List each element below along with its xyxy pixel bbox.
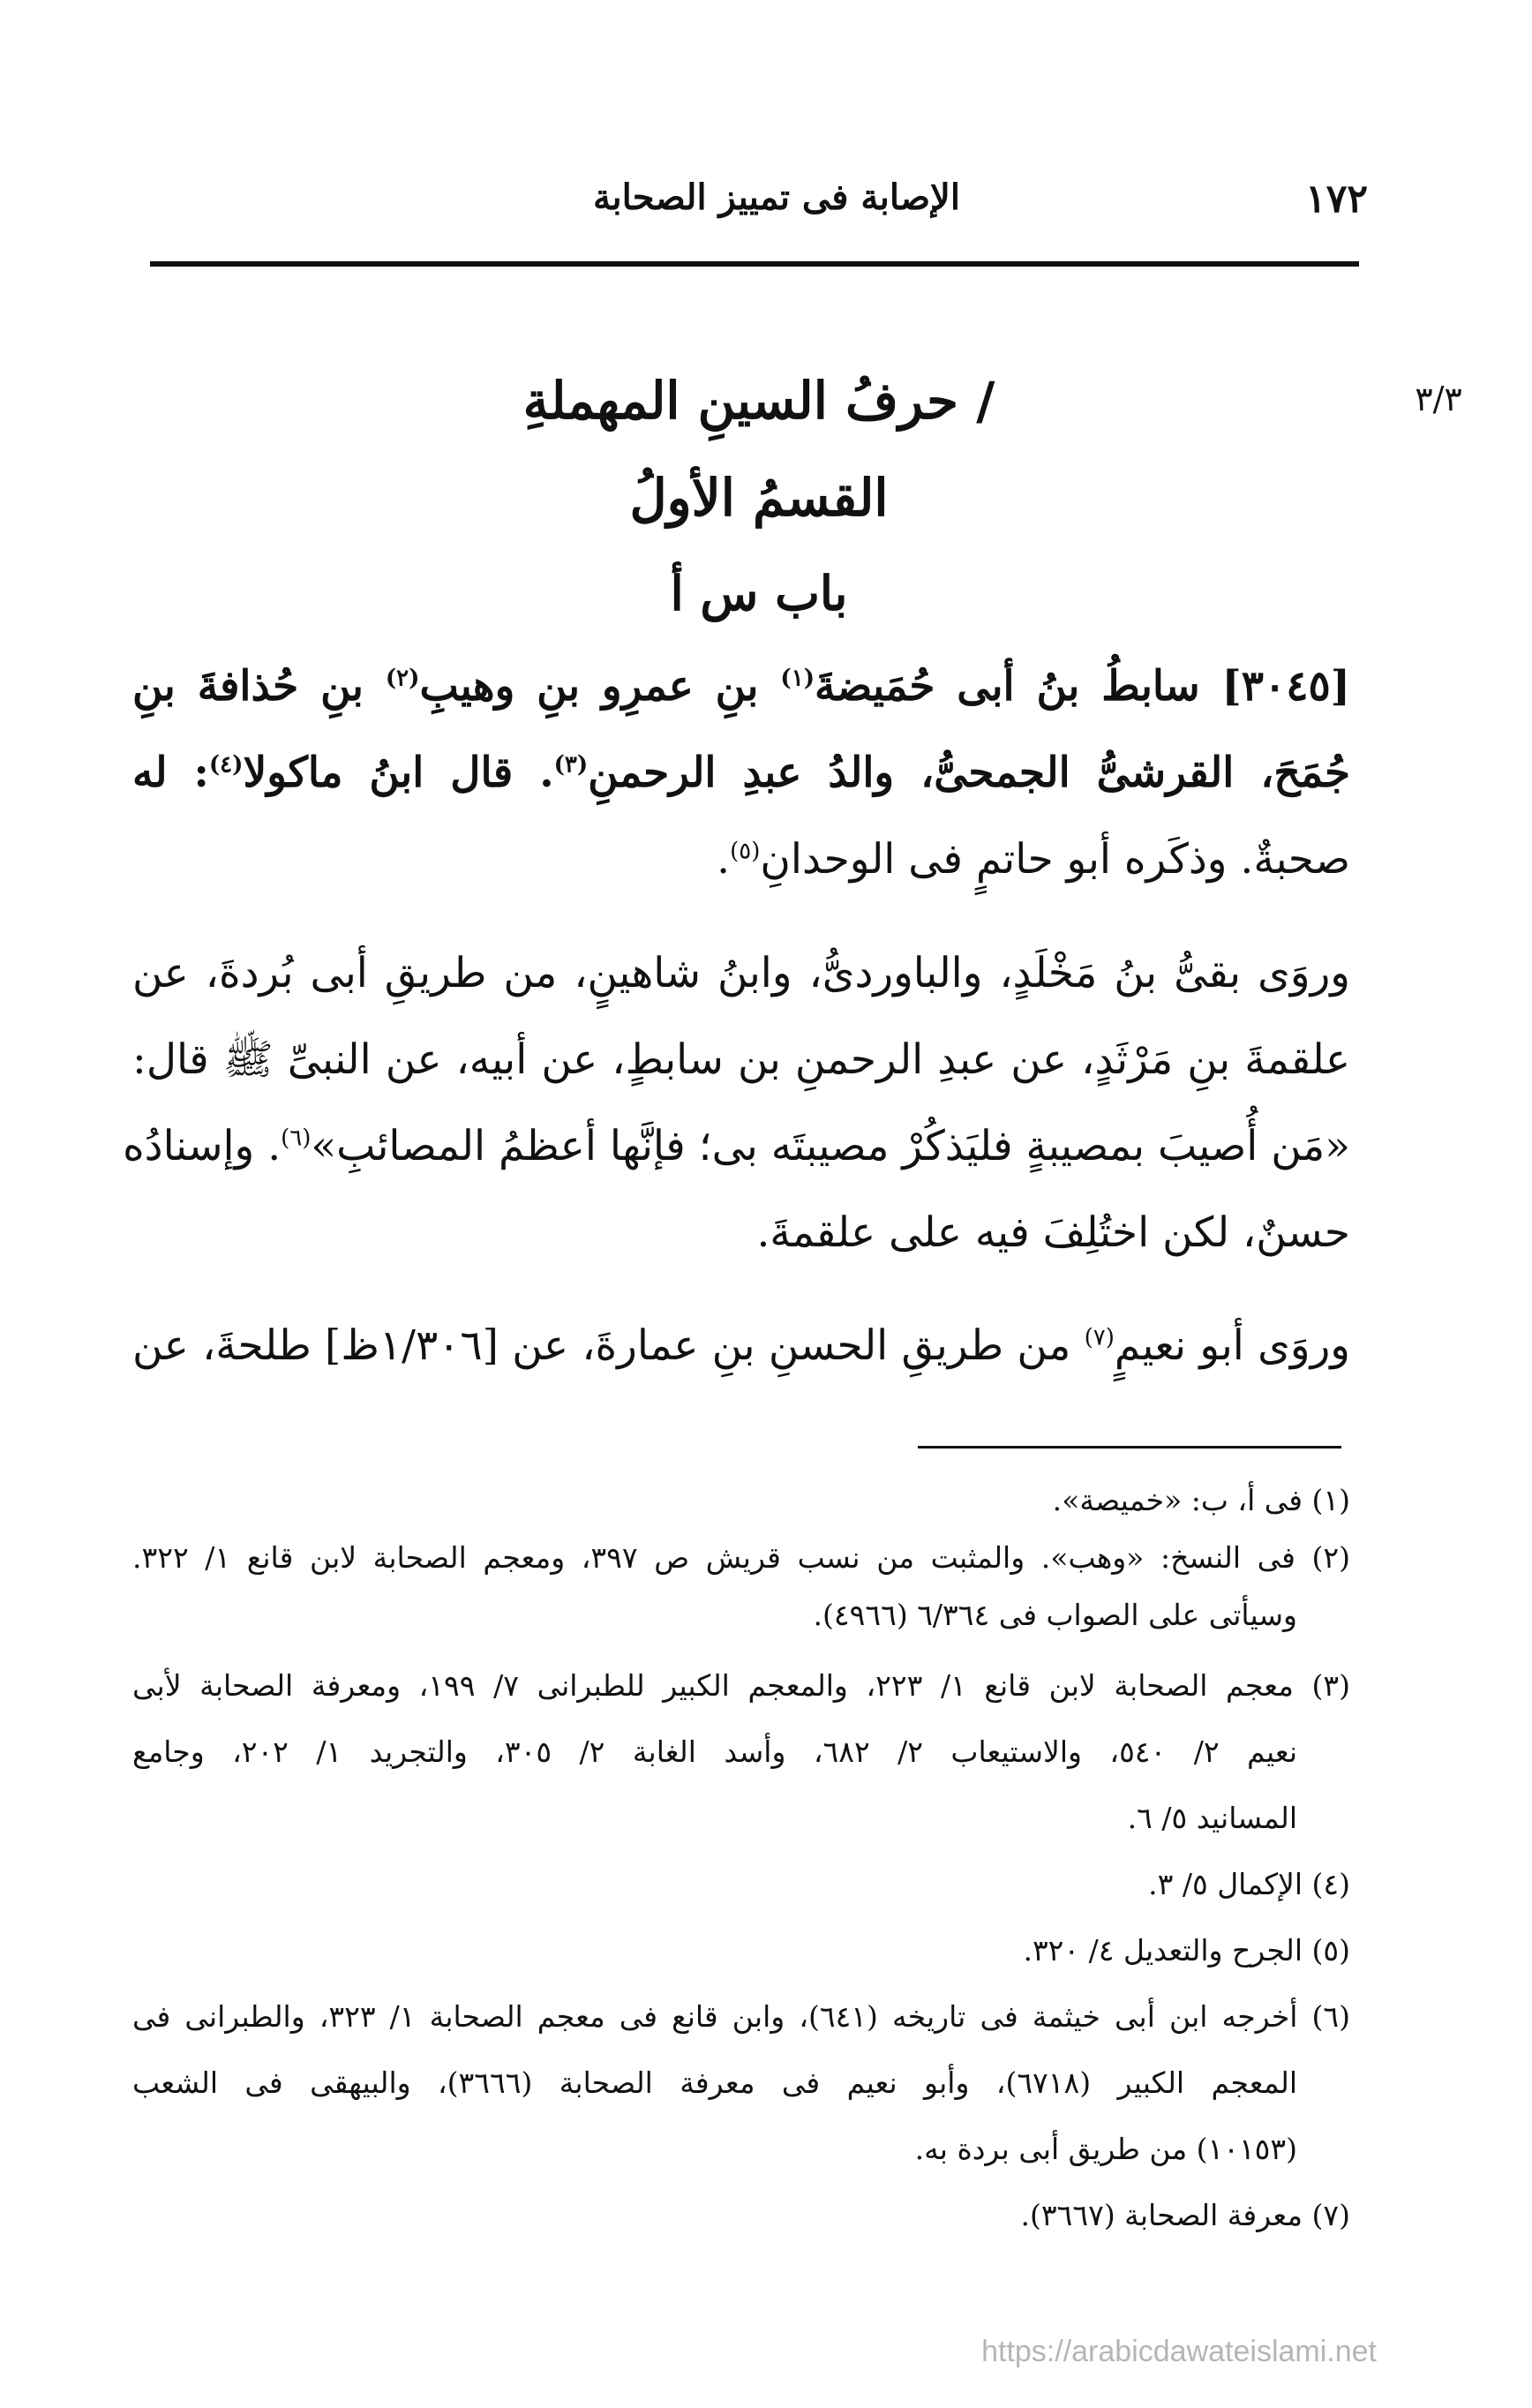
paragraph-3-line-1 bbox=[132, 1321, 1350, 1371]
footnote-7: (٧) معرفة الصحابة (٣٦٦٧). bbox=[1020, 2198, 1350, 2232]
footnote-6-line-3: (١٠١٥٣) من طريق أبى بردة به. bbox=[914, 2132, 1297, 2166]
footnote-1: (١) فى أ، ب: «خميصة». bbox=[1052, 1483, 1350, 1517]
footnote-2-line-2: وسيأتى على الصواب فى ٦/٣٦٤ (٤٩٦٦). bbox=[813, 1598, 1297, 1632]
footnote-marker[interactable]: (٦) bbox=[281, 1125, 312, 1152]
footnote-5: (٥) الجرح والتعديل ٤/ ٣٢٠. bbox=[1023, 1933, 1350, 1968]
letter-heading: / حرفُ السينِ المهملةِ bbox=[522, 371, 995, 431]
entry-text: [٣٠٤٥] سابطُ بنُ أبى حُمَيضةَ bbox=[815, 662, 1350, 711]
footnote-3-line-3: المسانيد ٥/ ٦. bbox=[1127, 1801, 1297, 1835]
paragraph-2-line-1: وروَى بقىُّ بنُ مَخْلَدٍ، والباوردىُّ، وابنُ شاهينٍ، من طريقِ أبى بُردةَ، عن bbox=[132, 949, 1350, 997]
hadith-text: «مَن أُصيبَ بمصيبةٍ فليَذكُرْ مصيبتَه بى؛ فإنَّها أعظمُ المصائبِ» bbox=[311, 1122, 1350, 1170]
footnote-4: (٤) الإكمال ٥/ ٣. bbox=[1148, 1867, 1350, 1901]
entry-text: . وإسنادُه bbox=[123, 1122, 282, 1170]
footnote-6-line-1: (٦) أخرجه ابن أبى خيثمة فى تاريخه (٦٤١)، وابن قانع فى معجم الصحابة ١/ ٣٢٣، والطبرانى فى bbox=[132, 1999, 1350, 2034]
paragraph-2-line-3 bbox=[123, 1122, 1350, 1171]
watermark-url: https://arabicdawateislami.net bbox=[981, 2335, 1377, 2368]
entry-text: : له bbox=[132, 749, 209, 797]
footnote-marker[interactable]: (٣) bbox=[553, 751, 589, 779]
paragraph-2-line-4: حسنٌ، لكن اختُلِفَ فيه على علقمةَ. bbox=[756, 1208, 1350, 1257]
entry-text: جُمَحَ، القرشىُّ الجمحىُّ، والدُ عبدِ الرحمنِ bbox=[588, 749, 1350, 797]
footnote-marker[interactable]: (٧) bbox=[1084, 1324, 1115, 1351]
section-heading: القسمُ الأولُ bbox=[629, 468, 889, 528]
margin-volume-reference: ٣/٣ bbox=[1415, 380, 1462, 418]
footnote-marker[interactable]: (٢) bbox=[385, 665, 420, 692]
entry-line-3 bbox=[132, 835, 1350, 884]
entry-text: . قال ابنُ ماكولا bbox=[243, 749, 554, 797]
entry-text: . bbox=[717, 835, 731, 884]
entry-line-2 bbox=[132, 749, 1350, 798]
entry-text: من طريقِ الحسنِ بنِ عمارةَ، عن [١/٣٠٦ظ] طلحةَ، عن bbox=[132, 1321, 1085, 1370]
footnote-marker[interactable]: (٥) bbox=[730, 838, 761, 865]
page-number: ١٧٢ bbox=[1305, 177, 1368, 222]
entry-line-1 bbox=[132, 662, 1350, 711]
footnote-3-line-2: نعيم ٢/ ٥٤٠، والاستيعاب ٢/ ٦٨٢، وأسد الغابة ٢/ ٣٠٥، والتجريد ١/ ٢٠٢، وجامع bbox=[132, 1735, 1298, 1769]
header-rule bbox=[150, 261, 1359, 267]
footnote-2-line-1: (٢) فى النسخ: «وهب». والمثبت من نسب قريش ص ٣٩٧، ومعجم الصحابة لابن قانع ١/ ٣٢٢. bbox=[132, 1540, 1350, 1575]
footnote-marker[interactable]: (١) bbox=[780, 665, 815, 692]
running-header-title: الإصابة فى تمييز الصحابة bbox=[593, 177, 960, 218]
footnote-6-line-2: المعجم الكبير (٦٧١٨)، وأبو نعيم فى معرفة الصحابة (٣٦٦٦)، والبيهقى فى الشعب bbox=[132, 2066, 1297, 2100]
entry-text: بنِ حُذافةَ بنِ bbox=[132, 662, 386, 711]
entry-text: صحبةٌ. وذكَره أبو حاتمٍ فى الوحدانِ bbox=[760, 835, 1350, 884]
chapter-heading: باب س أ bbox=[670, 565, 848, 621]
footnote-marker[interactable]: (٤) bbox=[208, 751, 244, 779]
entry-text: بنِ عمرِو بنِ وهيبِ bbox=[419, 662, 781, 711]
paragraph-2-line-2: علقمةَ بنِ مَرْثَدٍ، عن عبدِ الرحمنِ بن سابطٍ، عن أبيه، عن النبىِّ ﷺ قال: bbox=[132, 1035, 1350, 1084]
entry-text: وروَى أبو نعيمٍ bbox=[1114, 1321, 1350, 1370]
footnote-separator bbox=[918, 1446, 1341, 1449]
footnote-3-line-1: (٣) معجم الصحابة لابن قانع ١/ ٢٢٣، والمعجم الكبير للطبرانى ٧/ ١٩٩، ومعرفة الصحابة لأبى bbox=[132, 1668, 1350, 1703]
